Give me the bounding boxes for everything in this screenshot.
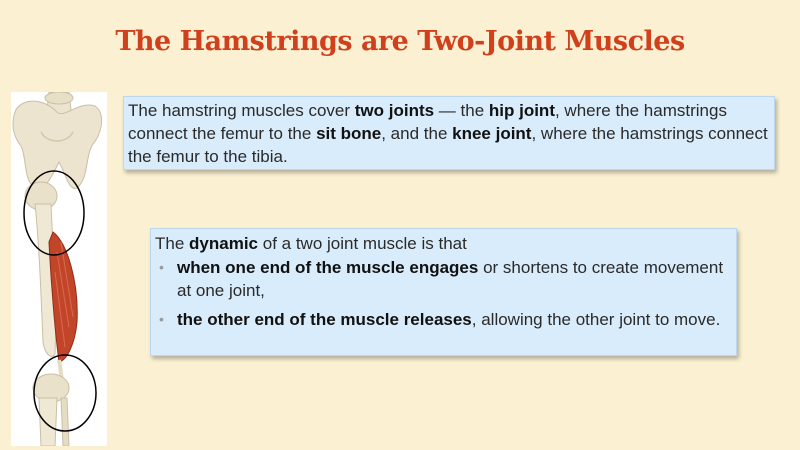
hamstring-description-box <box>123 96 775 170</box>
box1-knee-joint: knee joint <box>452 124 532 143</box>
dynamic-explanation-box <box>150 228 737 356</box>
box1-two-joints: two joints <box>354 101 435 120</box>
bullet-releases-rest: , allowing the other joint to move. <box>471 310 721 329</box>
intro-dynamic: dynamic <box>189 234 259 253</box>
box1-text-6: , and the <box>381 124 453 143</box>
intro-prefix: The <box>155 234 190 253</box>
intro-suffix: of a two joint muscle is that <box>258 234 467 253</box>
bullet-icon: • <box>159 311 164 327</box>
bullet-engages-bold: when one end of the muscle engages <box>177 258 479 277</box>
anatomy-illustration-panel <box>11 92 107 446</box>
bullet-item-engages <box>155 256 730 302</box>
box1-text-4: , where the hamstrings connect the femur to the <box>128 101 727 143</box>
bullet-item-releases <box>155 308 730 331</box>
bullet-engages-rest: or shortens to create movement at one joint, <box>177 258 724 300</box>
box1-sit-bone: sit bone <box>316 124 382 143</box>
hamstring-anatomy-icon <box>11 92 107 446</box>
dynamic-intro <box>155 232 730 255</box>
box1-text-2: — the <box>434 101 489 120</box>
box1-text-0: The hamstring muscles cover <box>128 101 355 120</box>
box1-text-8: , where the hamstrings connect the femur to the tibia. <box>128 124 768 166</box>
bullet-icon: • <box>159 259 164 275</box>
slide-title: The Hamstrings are Two-Joint Muscles <box>115 26 685 57</box>
bullet-releases-bold: the other end of the muscle releases <box>177 310 472 329</box>
box1-hip-joint: hip joint <box>488 101 555 120</box>
